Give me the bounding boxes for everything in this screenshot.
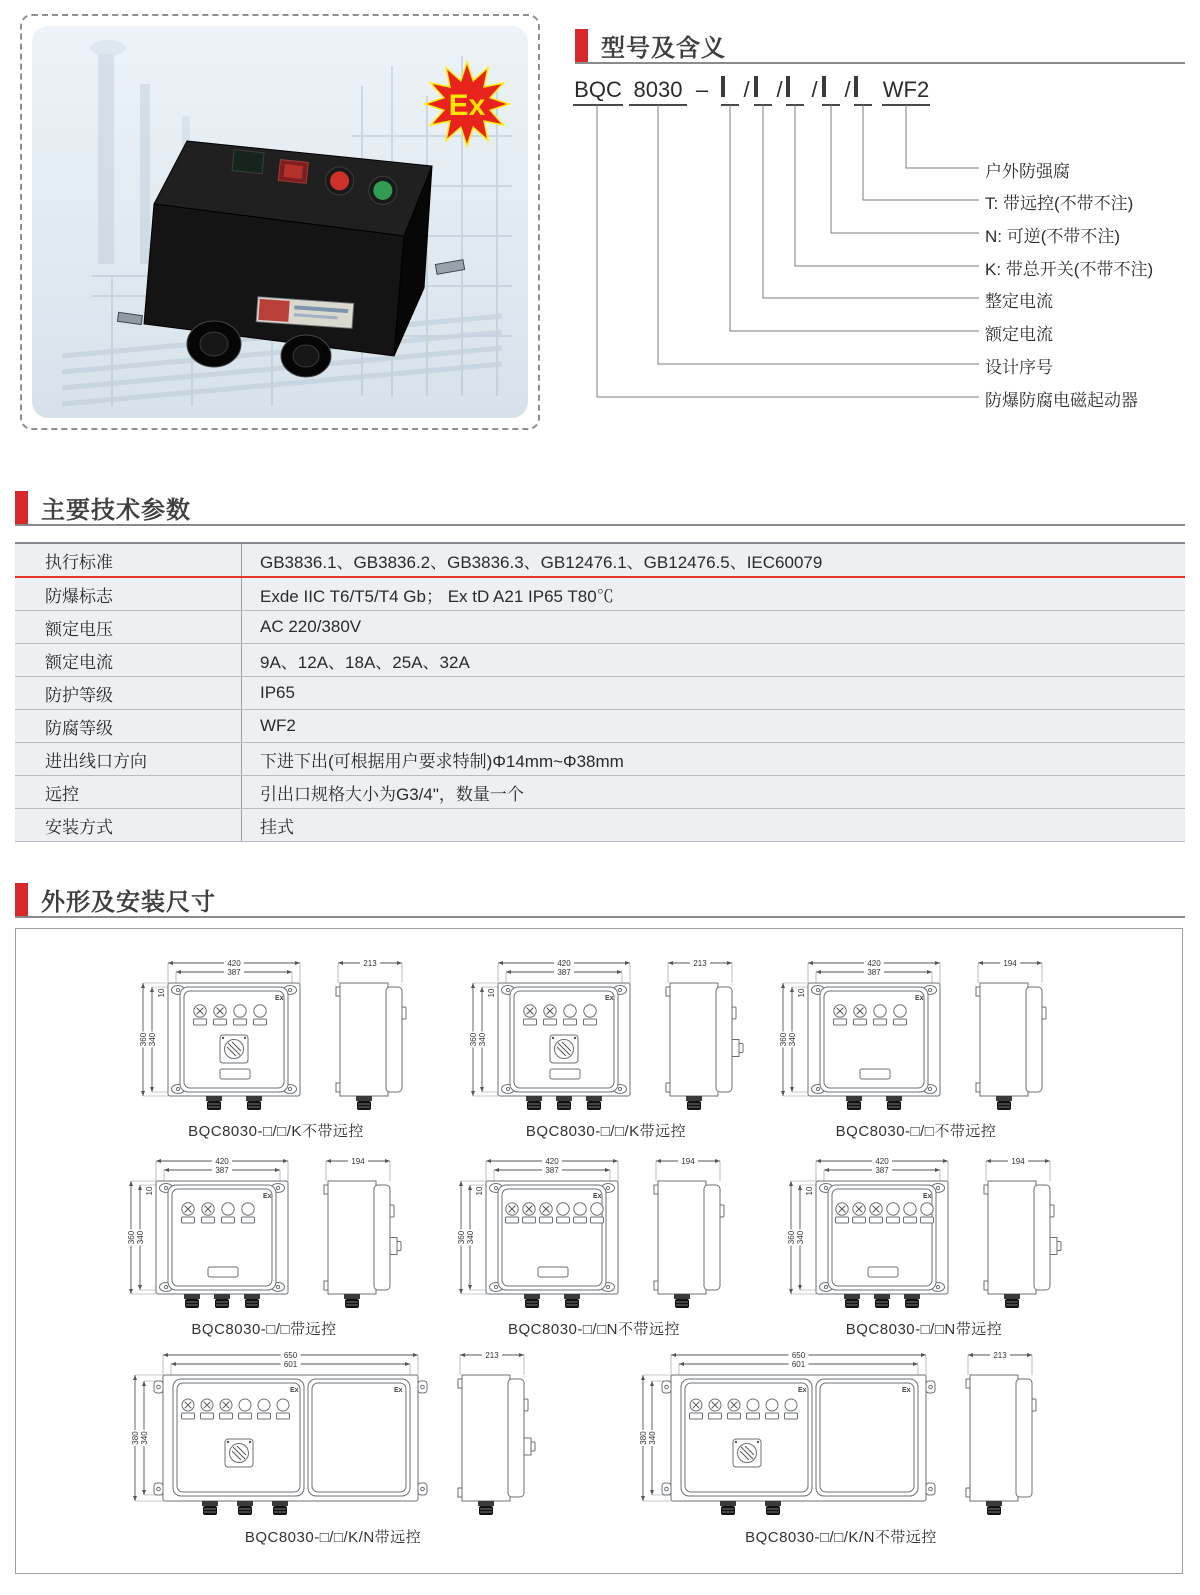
- svg-text:380: 380: [639, 1431, 648, 1445]
- drawing-caption: BQC8030-□/□/K/N带远控: [244, 1529, 422, 1546]
- svg-text:360: 360: [779, 1032, 788, 1047]
- dimension-drawing-group: [136, 957, 416, 1141]
- front-view-drawing: [776, 957, 956, 1115]
- svg-text:340: 340: [788, 1032, 797, 1047]
- model-callout-label: 防爆防腐电磁起动器: [985, 391, 1138, 410]
- model-series: 8030: [629, 78, 687, 106]
- side-view-drawing: [452, 1349, 538, 1521]
- svg-text:194: 194: [351, 1157, 365, 1166]
- front-view-drawing: [466, 957, 646, 1115]
- table-row: [15, 677, 1185, 710]
- model-callout-label: K: 带总开关(不带不注): [985, 260, 1154, 279]
- param-value: 9A、12A、18A、25A、32A: [242, 644, 1186, 677]
- model-prefix: BQC: [573, 78, 623, 106]
- side-view-drawing: [960, 1349, 1046, 1521]
- svg-text:360: 360: [139, 1032, 148, 1047]
- svg-text:601: 601: [791, 1360, 806, 1369]
- outline-drawings-box: [15, 928, 1183, 1574]
- svg-text:650: 650: [283, 1351, 298, 1360]
- svg-text:Ex: Ex: [915, 995, 924, 1002]
- svg-text:420: 420: [867, 959, 881, 968]
- svg-text:340: 340: [140, 1431, 149, 1445]
- table-row: [15, 644, 1185, 677]
- side-view-drawing: [970, 957, 1056, 1115]
- section-title: 外形及安装尺寸: [41, 889, 216, 916]
- svg-text:194: 194: [1003, 959, 1017, 968]
- svg-text:Ex: Ex: [593, 1193, 602, 1200]
- svg-text:340: 340: [136, 1230, 145, 1245]
- svg-text:213: 213: [485, 1351, 499, 1360]
- model-slash: /: [844, 77, 851, 102]
- drawing-caption: BQC8030-□/□N不带远控: [508, 1321, 680, 1338]
- model-dash: –: [695, 77, 709, 102]
- section-title: 型号及含义: [601, 35, 726, 62]
- svg-text:340: 340: [478, 1032, 487, 1047]
- param-label: 额定电压: [15, 611, 242, 644]
- dimension-drawing-group: [466, 957, 746, 1141]
- dimension-drawing-group: [636, 1349, 1046, 1547]
- param-value: Exde IIC T6/T5/T4 Gb； Ex tD A21 IP65 T80℃: [242, 577, 1186, 611]
- svg-text:387: 387: [545, 1166, 559, 1175]
- product-photo-image: [32, 26, 528, 418]
- svg-text:340: 340: [148, 1032, 157, 1047]
- svg-text:Ex: Ex: [290, 1387, 299, 1394]
- model-callout-label: T: 带远控(不带不注): [985, 194, 1134, 213]
- svg-text:10: 10: [487, 988, 496, 998]
- side-view-drawing: [660, 957, 746, 1115]
- svg-text:360: 360: [127, 1230, 136, 1245]
- param-label: 防护等级: [15, 677, 242, 710]
- svg-text:340: 340: [648, 1431, 657, 1445]
- svg-text:213: 213: [693, 959, 707, 968]
- svg-text:Ex: Ex: [798, 1387, 807, 1394]
- param-label: 远控: [15, 776, 242, 809]
- model-slash: /: [743, 77, 750, 102]
- table-row: [15, 577, 1185, 611]
- model-callout-label: 额定电流: [985, 325, 1053, 344]
- param-value: 下进下出(可根据用户要求特制)Φ14mm~Φ38mm: [242, 743, 1186, 776]
- ex-badge-text: Ex: [448, 89, 486, 122]
- side-view-drawing: [648, 1155, 734, 1313]
- dimension-drawing-group: [454, 1155, 734, 1339]
- header-divider: [15, 524, 1185, 526]
- table-row: [15, 809, 1185, 842]
- svg-text:Ex: Ex: [263, 1193, 272, 1200]
- param-value: AC 220/380V: [242, 611, 1186, 644]
- front-view-drawing: [136, 957, 316, 1115]
- svg-text:387: 387: [557, 968, 571, 977]
- model-placeholder-box: [854, 78, 872, 106]
- svg-text:360: 360: [469, 1032, 478, 1047]
- front-view-drawing: [128, 1349, 438, 1521]
- svg-text:387: 387: [227, 968, 241, 977]
- svg-text:10: 10: [805, 1186, 814, 1196]
- drawing-caption: BQC8030-□/□/K不带远控: [188, 1123, 364, 1140]
- svg-text:420: 420: [545, 1157, 559, 1166]
- model-slash: /: [776, 77, 783, 102]
- section-header-model: [575, 28, 726, 63]
- model-callout-label: N: 可逆(不带不注): [985, 227, 1121, 246]
- svg-text:420: 420: [215, 1157, 229, 1166]
- header-divider: [575, 62, 1185, 64]
- svg-text:340: 340: [796, 1230, 805, 1245]
- svg-text:360: 360: [457, 1230, 466, 1245]
- section-title: 主要技术参数: [41, 497, 191, 524]
- svg-text:650: 650: [791, 1351, 806, 1360]
- svg-text:194: 194: [681, 1157, 695, 1166]
- product-photo-illustration: [32, 26, 528, 418]
- svg-text:Ex: Ex: [605, 995, 614, 1002]
- param-label: 防腐等级: [15, 710, 242, 743]
- param-value: 引出口规格大小为G3/4"，数量一个: [242, 776, 1186, 809]
- drawing-caption: BQC8030-□/□带远控: [191, 1321, 337, 1338]
- dimension-drawing-group: [784, 1155, 1064, 1339]
- svg-text:360: 360: [787, 1230, 796, 1245]
- table-row: [15, 611, 1185, 644]
- section-header-params: [15, 490, 191, 525]
- svg-text:601: 601: [283, 1360, 298, 1369]
- param-label: 安装方式: [15, 809, 242, 842]
- table-row: [15, 710, 1185, 743]
- svg-text:Ex: Ex: [923, 1193, 932, 1200]
- svg-text:420: 420: [557, 959, 571, 968]
- front-view-drawing: [124, 1155, 304, 1313]
- side-view-drawing: [318, 1155, 404, 1313]
- dimension-drawing-group: [128, 1349, 538, 1547]
- tech-params-table: [15, 542, 1185, 842]
- table-row: [15, 543, 1185, 577]
- model-meaning-section: [575, 28, 1187, 470]
- model-placeholder-box: [822, 78, 840, 106]
- svg-text:10: 10: [157, 988, 166, 998]
- product-photo: [20, 14, 540, 430]
- param-value: GB3836.1、GB3836.2、GB3836.3、GB12476.1、GB12476.5、IEC60079: [242, 543, 1186, 577]
- front-view-drawing: [454, 1155, 634, 1313]
- svg-text:420: 420: [227, 959, 241, 968]
- table-row: [15, 776, 1185, 809]
- front-view-drawing: [784, 1155, 964, 1313]
- svg-text:387: 387: [215, 1166, 229, 1175]
- svg-text:10: 10: [145, 1186, 154, 1196]
- svg-text:213: 213: [993, 1351, 1007, 1360]
- drawing-caption: BQC8030-□/□/K/N不带远控: [745, 1529, 937, 1546]
- svg-text:10: 10: [797, 988, 806, 998]
- svg-text:Ex: Ex: [902, 1387, 911, 1394]
- param-value: 挂式: [242, 809, 1186, 842]
- table-row: [15, 743, 1185, 776]
- drawing-caption: BQC8030-□/□不带远控: [835, 1123, 997, 1140]
- model-placeholder-box: [721, 78, 739, 106]
- header-divider: [15, 916, 1185, 918]
- param-label: 防爆标志: [15, 577, 242, 611]
- svg-text:387: 387: [875, 1166, 889, 1175]
- drawing-caption: BQC8030-□/□/K带远控: [525, 1123, 687, 1140]
- model-code: [575, 78, 1187, 106]
- param-label: 额定电流: [15, 644, 242, 677]
- model-callout-label: 整定电流: [985, 292, 1053, 311]
- svg-text:387: 387: [867, 968, 881, 977]
- svg-text:340: 340: [466, 1230, 475, 1245]
- dimension-drawing-group: [124, 1155, 404, 1339]
- model-placeholder-box: [754, 78, 772, 106]
- red-bar-icon: [15, 883, 28, 917]
- model-callout-label: 设计序号: [985, 358, 1053, 377]
- svg-text:194: 194: [1011, 1157, 1025, 1166]
- model-callout-label: 户外防强腐: [985, 162, 1070, 181]
- side-view-drawing: [978, 1155, 1064, 1313]
- svg-text:213: 213: [363, 959, 377, 968]
- dimension-drawing-group: [776, 957, 1056, 1141]
- param-value: WF2: [242, 710, 1186, 743]
- param-label: 执行标准: [15, 543, 242, 577]
- section-header-outline: [15, 882, 216, 917]
- model-suffix: WF2: [882, 78, 930, 106]
- model-slash: /: [811, 77, 818, 102]
- red-bar-icon: [575, 29, 588, 63]
- front-view-drawing: [636, 1349, 946, 1521]
- svg-text:Ex: Ex: [394, 1387, 403, 1394]
- model-placeholder-box: [786, 78, 804, 106]
- svg-text:420: 420: [875, 1157, 889, 1166]
- svg-text:Ex: Ex: [275, 995, 284, 1002]
- svg-text:10: 10: [475, 1186, 484, 1196]
- param-label: 进出线口方向: [15, 743, 242, 776]
- param-value: IP65: [242, 677, 1186, 710]
- drawing-caption: BQC8030-□/□N带远控: [845, 1321, 1003, 1338]
- red-bar-icon: [15, 491, 28, 525]
- side-view-drawing: [330, 957, 416, 1115]
- svg-text:380: 380: [131, 1431, 140, 1445]
